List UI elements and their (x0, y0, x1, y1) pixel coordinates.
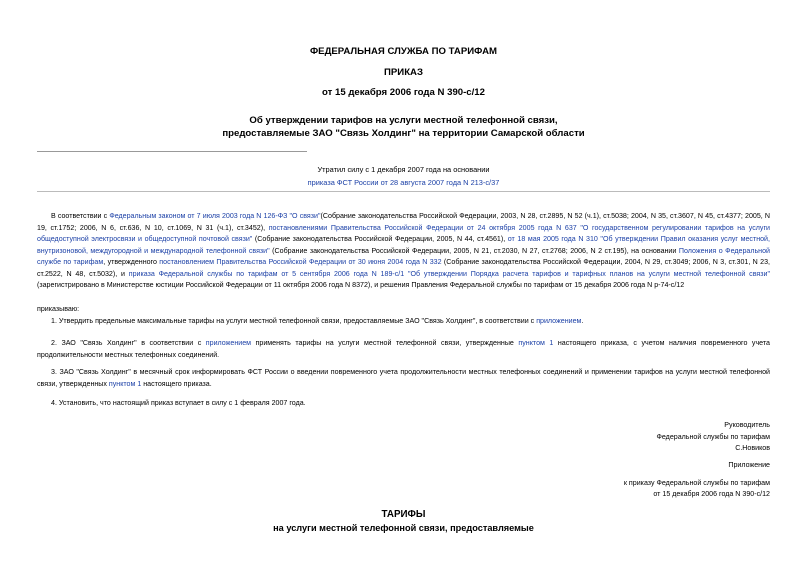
tariffs-title: ТАРИФЫ (381, 509, 426, 520)
status-divider (37, 191, 770, 192)
status-note (0, 163, 807, 189)
preamble-text-7: (зарегистрировано в Министерстве юстиции Российской Федерации от 11 октября 2006 года N 8372), и решения Правления Федеральной службы по тарифам от 15 декабря 2006 года N р-74-с/12 (37, 281, 685, 289)
doc-title-line1: Об утверждении тарифов на услуги местной телефонной связи, (249, 115, 558, 126)
item3-clause-link[interactable]: пунктом 1 (108, 379, 142, 388)
status-repeal-link[interactable]: приказа ФСТ России от 28 августа 2007 года N 213-с/37 (307, 178, 500, 187)
tariffs-subtitle: на услуги местной телефонной связи, предоставляемые (273, 523, 534, 533)
preamble-text-2: (Собрание законодательства Российской Федерации, 2003, N 28, ст.2895, N 52 (ч.1), ст.5038; 2004, N 35, ст.3607, N 45, ст.4377; 2005, N 19, ст.1752; 2006, N 6, ст.636, N 10, ст.1069, N 31 (ч.1), ст.3452), (37, 212, 770, 232)
signature-position-1: Руководитель (724, 421, 770, 429)
agency-heading: ФЕДЕРАЛЬНАЯ СЛУЖБА ПО ТАРИФАМ (309, 46, 498, 57)
link-fst-regulation[interactable]: Положения о Федеральной службе по тарифам (37, 246, 770, 266)
link-order-189[interactable]: приказа Федеральной службы по тарифам от 5 сентября 2006 года N 189-с/1 "Об утверждении Порядка расчета тарифов и тарифных планов на услуги местной телефонной связи" (128, 269, 770, 278)
item3-text-b: настоящего приказа. (141, 379, 212, 388)
appendix-ref: к приказу Федеральной службы по тарифам (623, 478, 770, 487)
signature-block (657, 420, 771, 455)
item2-appendix-link[interactable]: приложением (205, 339, 252, 347)
appendix-block (624, 460, 770, 501)
preamble-text-3: (Собрание законодательства Российской Федерации, 2005, N 44, ст.4561), (252, 235, 508, 243)
item3-text-a: 3. ЗАО "Связь Холдинг" в месячный срок информировать ФСТ России о введении повременного учета продолжительности местных телефонных соединений и применении тарифов на услуги местной телефонной связи, утвержденных (37, 368, 770, 388)
preamble-text-4: (Собрание законодательства Российской Федерации, 2005, N 21, ст.2030, N 27, ст.2768; 2006, N 2 ст.195), на основании (269, 246, 679, 255)
item2-text-b: применять тарифы на услуги местной телефонной связи, утвержденные (251, 339, 519, 347)
order-item-2 (37, 338, 770, 361)
item2-text-c: настоящего приказа, с учетом наличия повременного учета продолжительности местных телефонных соединений. (37, 339, 770, 359)
item1-appendix-link[interactable]: приложением (536, 317, 582, 325)
doc-title (0, 114, 807, 140)
link-decree-310[interactable]: от 18 мая 2005 года N 310 "Об утверждении Правил оказания услуг местной, внутризоновой, междугородной и международной телефонной связи" (37, 235, 770, 255)
status-line: Утратил силу с 1 декабря 2007 года на основании (317, 165, 490, 174)
preamble-text-1: В соответствии с (51, 212, 110, 220)
order-lead: приказываю: (37, 305, 80, 313)
preamble-paragraph (37, 211, 770, 292)
item2-clause-link[interactable]: пунктом 1 (518, 339, 554, 347)
order-item-1 (37, 316, 770, 328)
doc-title-line2: предоставляемые ЗАО "Связь Холдинг" на территории Самарской области (222, 128, 585, 139)
order-item-4: 4. Установить, что настоящий приказ вступает в силу с 1 февраля 2007 года. (51, 399, 306, 407)
appendix-label: Приложение (728, 461, 770, 469)
doc-date-number: от 15 декабря 2006 года N 390-с/12 (322, 87, 485, 98)
item1-end: . (581, 317, 584, 325)
title-divider (37, 151, 307, 152)
order-item-3 (37, 367, 770, 390)
preamble-text-5: , утвержденного (103, 258, 160, 266)
link-decree-332[interactable]: постановлением Правительства Российской Федерации от 30 июня 2004 года N 332 (159, 258, 442, 266)
preamble-text-6: (Собрание законодательства Российской Федерации, 2004, N 29, ст.3049; 2006, N 3, ст.301, N 23, ст.2522, N 48, ст.5032), и (37, 258, 770, 278)
link-federal-law[interactable]: Федеральным законом от 7 июля 2003 года N 126-ФЗ "О связи" (109, 212, 321, 220)
link-gov-decree-637[interactable]: постановлениями Правительства Российской Федерации от 24 октября 2005 года N 637 "О государственном регулировании тарифов на услуги общедоступной электросвязи и общедоступной почтовой связи" (37, 223, 771, 243)
item1-text: 1. Утвердить предельные максимальные тарифы на услуги местной телефонной связи, предоставляемые ЗАО "Связь Холдинг", в соответствии с (51, 317, 537, 325)
signature-position-2: Федеральной службы по тарифам (656, 432, 770, 441)
signature-name: С.Новиков (735, 444, 770, 452)
appendix-date: от 15 декабря 2006 года N 390-с/12 (653, 490, 770, 498)
item2-text-a: 2. ЗАО "Связь Холдинг" в соответствии с (51, 339, 206, 347)
doc-type-heading: ПРИКАЗ (384, 67, 423, 78)
